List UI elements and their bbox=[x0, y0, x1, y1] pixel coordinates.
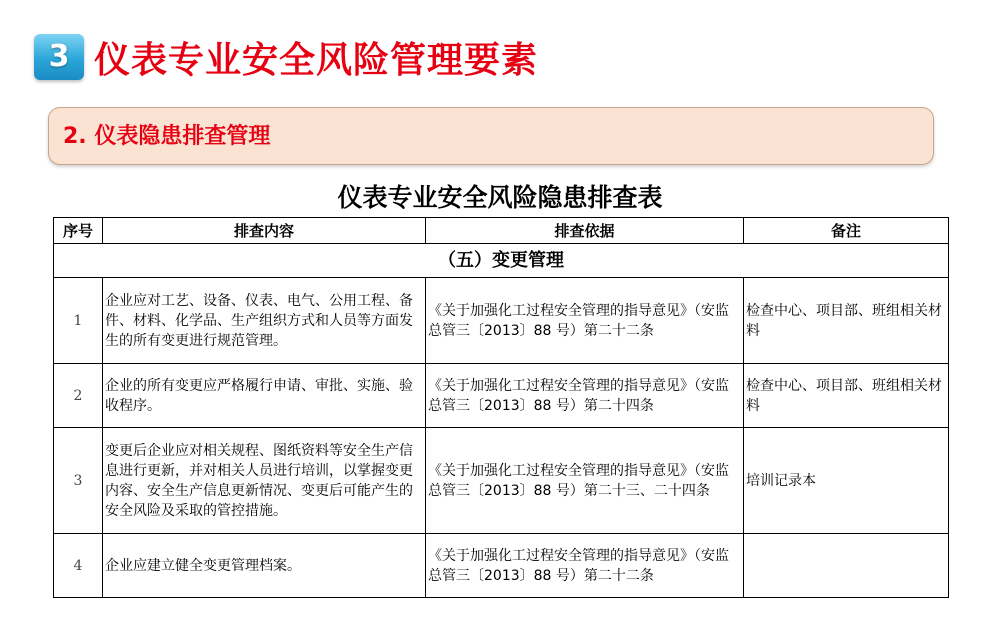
table-header-row bbox=[54, 218, 949, 244]
page-title: 仪表专业安全风险管理要素 bbox=[94, 40, 539, 81]
row-remark bbox=[744, 534, 949, 598]
column-header-content: 排查内容 bbox=[103, 218, 426, 244]
row-basis: 《关于加强化工过程安全管理的指导意见》（安监总管三〔2013〕88 号）第二十四条 bbox=[426, 364, 744, 428]
row-basis: 《关于加强化工过程安全管理的指导意见》（安监总管三〔2013〕88 号）第二十二条 bbox=[426, 534, 744, 598]
table-title: 仪表专业安全风险隐患排查表 bbox=[337, 183, 663, 212]
row-content: 企业的所有变更应严格履行申请、审批、实施、验收程序。 bbox=[103, 364, 426, 428]
column-header-remark: 备注 bbox=[744, 218, 949, 244]
row-content: 企业应对工艺、设备、仪表、电气、公用工程、备件、材料、化学品、生产组织方式和人员等方面发生的所有变更进行规范管理。 bbox=[103, 278, 426, 364]
row-remark: 检查中心、项目部、班组相关材料 bbox=[744, 278, 949, 364]
row-number: 3 bbox=[54, 428, 103, 534]
subtitle-bar bbox=[48, 107, 934, 165]
section-row bbox=[54, 244, 949, 278]
row-number: 4 bbox=[54, 534, 103, 598]
row-remark: 检查中心、项目部、班组相关材料 bbox=[744, 364, 949, 428]
table-row bbox=[54, 428, 949, 534]
column-header-basis: 排查依据 bbox=[426, 218, 744, 244]
table-row bbox=[54, 364, 949, 428]
inspection-table bbox=[53, 217, 949, 598]
row-content: 变更后企业应对相关规程、图纸资料等安全生产信息进行更新，并对相关人员进行培训，以掌握变更内容、安全生产信息更新情况、变更后可能产生的安全风险及采取的管控措施。 bbox=[103, 428, 426, 534]
row-basis: 《关于加强化工过程安全管理的指导意见》（安监总管三〔2013〕88 号）第二十三、二十四条 bbox=[426, 428, 744, 534]
section-number-badge bbox=[34, 34, 84, 80]
table-row bbox=[54, 278, 949, 364]
row-remark: 培训记录本 bbox=[744, 428, 949, 534]
section-heading: （五）变更管理 bbox=[54, 244, 949, 278]
row-content: 企业应建立健全变更管理档案。 bbox=[103, 534, 426, 598]
row-number: 2 bbox=[54, 364, 103, 428]
column-header-no: 序号 bbox=[54, 218, 103, 244]
badge-number: 3 bbox=[48, 39, 70, 74]
subtitle-text: 2. 仪表隐患排查管理 bbox=[63, 124, 271, 149]
row-number: 1 bbox=[54, 278, 103, 364]
row-basis: 《关于加强化工过程安全管理的指导意见》（安监总管三〔2013〕88 号）第二十二条 bbox=[426, 278, 744, 364]
table-row bbox=[54, 534, 949, 598]
